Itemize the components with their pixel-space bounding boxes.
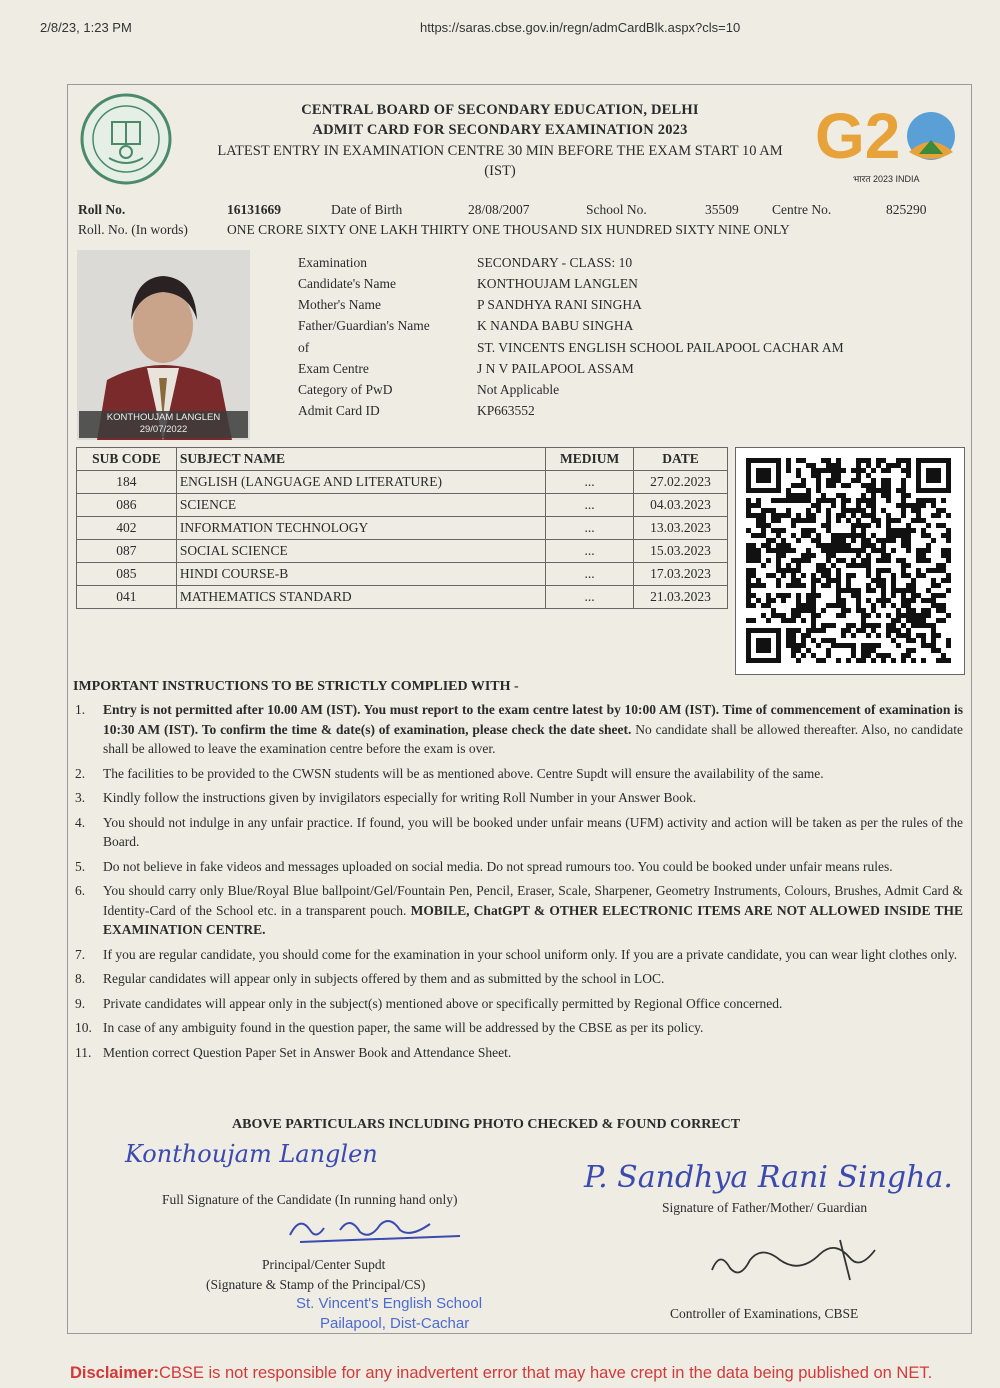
disclaimer <box>70 1364 1000 1383</box>
sub-code: 086 <box>77 494 177 517</box>
candidate-photo <box>77 250 250 440</box>
info-label-pwd: Category of PwD <box>298 382 393 397</box>
parent-signature: P. Sandhya Rani Singha. <box>584 1160 953 1195</box>
instruction-item: 11. Mention correct Question Paper Set in Answer Book and Attendance Sheet. <box>75 1044 512 1060</box>
exam-date: 21.03.2023 <box>634 586 728 609</box>
exam-date: 15.03.2023 <box>634 540 728 563</box>
controller-signature-icon <box>700 1230 890 1290</box>
col-date: DATE <box>634 448 728 471</box>
sub-code: 087 <box>77 540 177 563</box>
instruction-item: 8. Regular candidates will appear only in subjects offered by them and as submitted by the school in LOC. <box>75 971 665 986</box>
medium: ... <box>546 563 634 586</box>
instruction-item: 5. Do not believe in fake videos and messages uploaded on social media. Do not spread rumours too. You could be booked under unfair means rules. <box>75 858 893 874</box>
exam-date: 04.03.2023 <box>634 494 728 517</box>
controller-label: Controller of Examinations, CBSE <box>670 1306 859 1321</box>
sub-code: 085 <box>77 563 177 586</box>
school-label: School No. <box>586 202 647 217</box>
table-row <box>77 586 728 609</box>
school-stamp-line2: Pailapool, Dist-Cachar <box>320 1315 470 1332</box>
info-value-mother: P SANDHYA RANI SINGHA <box>477 297 642 312</box>
subject-name: SOCIAL SCIENCE <box>176 540 545 563</box>
subject-name: MATHEMATICS STANDARD <box>176 586 545 609</box>
medium: ... <box>546 471 634 494</box>
table-row <box>77 471 728 494</box>
dob-label: Date of Birth <box>331 202 403 217</box>
medium: ... <box>546 540 634 563</box>
instruction-item: 1. Entry is not permitted after 10.00 AM (IST). You must report to the exam centre latest by 10:00 AM (IST). Time of commencement of examination is 10:30 AM (IST). To confirm the time & date(s) of examination, please check the date sheet. No candidate shall be allowed thereafter. Also, no candidate shall be allowed to leave the examination centre before the exam is over. <box>75 702 963 756</box>
instruction-item: 10. In case of any ambiguity found in the question paper, the same will be addressed by the CBSE as per its policy. <box>75 1020 704 1035</box>
medium: ... <box>546 586 634 609</box>
print-url: https://saras.cbse.gov.in/regn/admCardBlk.aspx?cls=10 <box>420 20 741 35</box>
info-label-examination: Examination <box>298 255 367 270</box>
candidate-signature: Konthoujam Langlen <box>125 1140 378 1168</box>
subject-name: SCIENCE <box>176 494 545 517</box>
svg-text:G2: G2 <box>815 100 901 172</box>
photo-caption-date: 29/07/2022 <box>139 424 188 435</box>
entry-time-note: LATEST ENTRY IN EXAMINATION CENTRE 30 MIN BEFORE THE EXAM START 10 AM <box>217 143 783 159</box>
centre-value: 825290 <box>886 202 927 217</box>
instructions-heading: IMPORTANT INSTRUCTIONS TO BE STRICTLY COMPLIED WITH - <box>73 679 519 694</box>
qr-code-icon <box>736 448 964 674</box>
table-row <box>77 517 728 540</box>
roll-value: 16131669 <box>227 202 281 217</box>
col-sub-code: SUB CODE <box>77 448 177 471</box>
photo-caption <box>79 411 248 438</box>
instruction-item: 9. Private candidates will appear only in the subject(s) mentioned above or specifically permitted by Regional Office concerned. <box>75 995 783 1011</box>
subjects-table <box>76 447 728 609</box>
col-subject-name: SUBJECT NAME <box>176 448 545 471</box>
principal-signature-icon <box>280 1210 470 1250</box>
instruction-item: 4. You should not indulge in any unfair practice. If found, you will be booked under unfair means (UFM) activity and action will be taken as per the rules of the Board. <box>75 814 963 849</box>
table-row <box>77 494 728 517</box>
qr-code-box <box>735 447 965 675</box>
instructions-list <box>73 700 963 1067</box>
candidate-signature-label: Full Signature of the Candidate (In running hand only) <box>162 1192 458 1207</box>
instruction-item: 7. If you are regular candidate, you should come for the examination in your school uniform only. If you are a private candidate, you can wear light clothes only. <box>75 946 958 962</box>
sub-code: 184 <box>77 471 177 494</box>
checked-statement: ABOVE PARTICULARS INCLUDING PHOTO CHECKED & FOUND CORRECT <box>232 1117 741 1132</box>
photo-caption-name: KONTHOUJAM LANGLEN <box>106 412 221 423</box>
info-label-exam-centre: Exam Centre <box>298 361 369 376</box>
roll-words-value: ONE CRORE SIXTY ONE LAKH THIRTY ONE THOUSAND SIX HUNDRED SIXTY NINE ONLY <box>227 222 790 237</box>
medium: ... <box>546 517 634 540</box>
disclaimer-label: Disclaimer: <box>70 1364 159 1382</box>
table-row <box>77 563 728 586</box>
dob-value: 28/08/2007 <box>468 202 530 217</box>
browser-print-header <box>0 20 1000 40</box>
disclaimer-text: CBSE is not responsible for any inadvertent error that may have crept in the data being published on NET. <box>158 1364 933 1382</box>
table-row <box>77 540 728 563</box>
medium: ... <box>546 494 634 517</box>
subject-name: HINDI COURSE-B <box>176 563 545 586</box>
admit-card-title: ADMIT CARD FOR SECONDARY EXAMINATION 2023 <box>312 122 688 138</box>
exam-date: 17.03.2023 <box>634 563 728 586</box>
info-value-exam-centre: J N V PAILAPOOL ASSAM <box>477 361 634 376</box>
info-label-father: Father/Guardian's Name <box>298 318 430 333</box>
instruction-item: 3. Kindly follow the instructions given by invigilators especially for writing Roll Number in your Answer Book. <box>75 790 697 805</box>
school-value: 35509 <box>705 202 739 217</box>
parent-signature-label: Signature of Father/Mother/ Guardian <box>662 1200 868 1215</box>
subject-name: ENGLISH (LANGUAGE AND LITERATURE) <box>176 471 545 494</box>
info-value-examination: SECONDARY - CLASS: 10 <box>477 255 633 270</box>
school-stamp-line1: St. Vincent's English School <box>296 1295 483 1312</box>
instruction-item: 6. You should carry only Blue/Royal Blue ballpoint/Gel/Fountain Pen, Pencil, Eraser, Scale, Sharpener, Geometry Instruments, Colours, Brushes, Admit Card & Identity-Card of the School etc. in a transparent pouch. MOBILE, ChatGPT & OTHER ELECTRONIC ITEMS ARE NOT ALLOWED INSIDE THE EXAMINATION CENTRE. <box>75 883 963 937</box>
info-label-mother: Mother's Name <box>298 297 382 312</box>
sub-code: 402 <box>77 517 177 540</box>
info-value-admit-id: KP663552 <box>477 403 535 418</box>
info-label-school: of <box>298 340 310 355</box>
roll-label: Roll No. <box>78 202 126 217</box>
info-value-pwd: Not Applicable <box>477 382 560 397</box>
g20-subtitle: भारत 2023 INDIA <box>853 174 920 184</box>
exam-date: 13.03.2023 <box>634 517 728 540</box>
col-medium: MEDIUM <box>546 448 634 471</box>
principal-stamp-label: (Signature & Stamp of the Principal/CS) <box>206 1277 426 1292</box>
subject-name: INFORMATION TECHNOLOGY <box>176 517 545 540</box>
instruction-item: 2. The facilities to be provided to the CWSN students will be as mentioned above. Centre Supdt will ensure the availability of the same. <box>75 765 824 781</box>
info-value-father: K NANDA BABU SINGHA <box>477 318 634 333</box>
centre-label: Centre No. <box>772 202 832 217</box>
entry-time-note-ist: (IST) <box>484 163 516 179</box>
board-title: CENTRAL BOARD OF SECONDARY EDUCATION, DELHI <box>301 102 699 118</box>
exam-date: 27.02.2023 <box>634 471 728 494</box>
principal-label: Principal/Center Supdt <box>262 1257 386 1272</box>
roll-words-label: Roll. No. (In words) <box>78 222 188 237</box>
info-value-candidate: KONTHOUJAM LANGLEN <box>477 276 638 291</box>
sub-code: 041 <box>77 586 177 609</box>
subjects-header-row <box>77 448 728 471</box>
info-label-candidate: Candidate's Name <box>298 276 397 291</box>
info-value-school: ST. VINCENTS ENGLISH SCHOOL PAILAPOOL CACHAR AM <box>477 340 844 355</box>
info-label-admit-id: Admit Card ID <box>298 403 380 418</box>
print-datetime: 2/8/23, 1:23 PM <box>40 20 132 35</box>
